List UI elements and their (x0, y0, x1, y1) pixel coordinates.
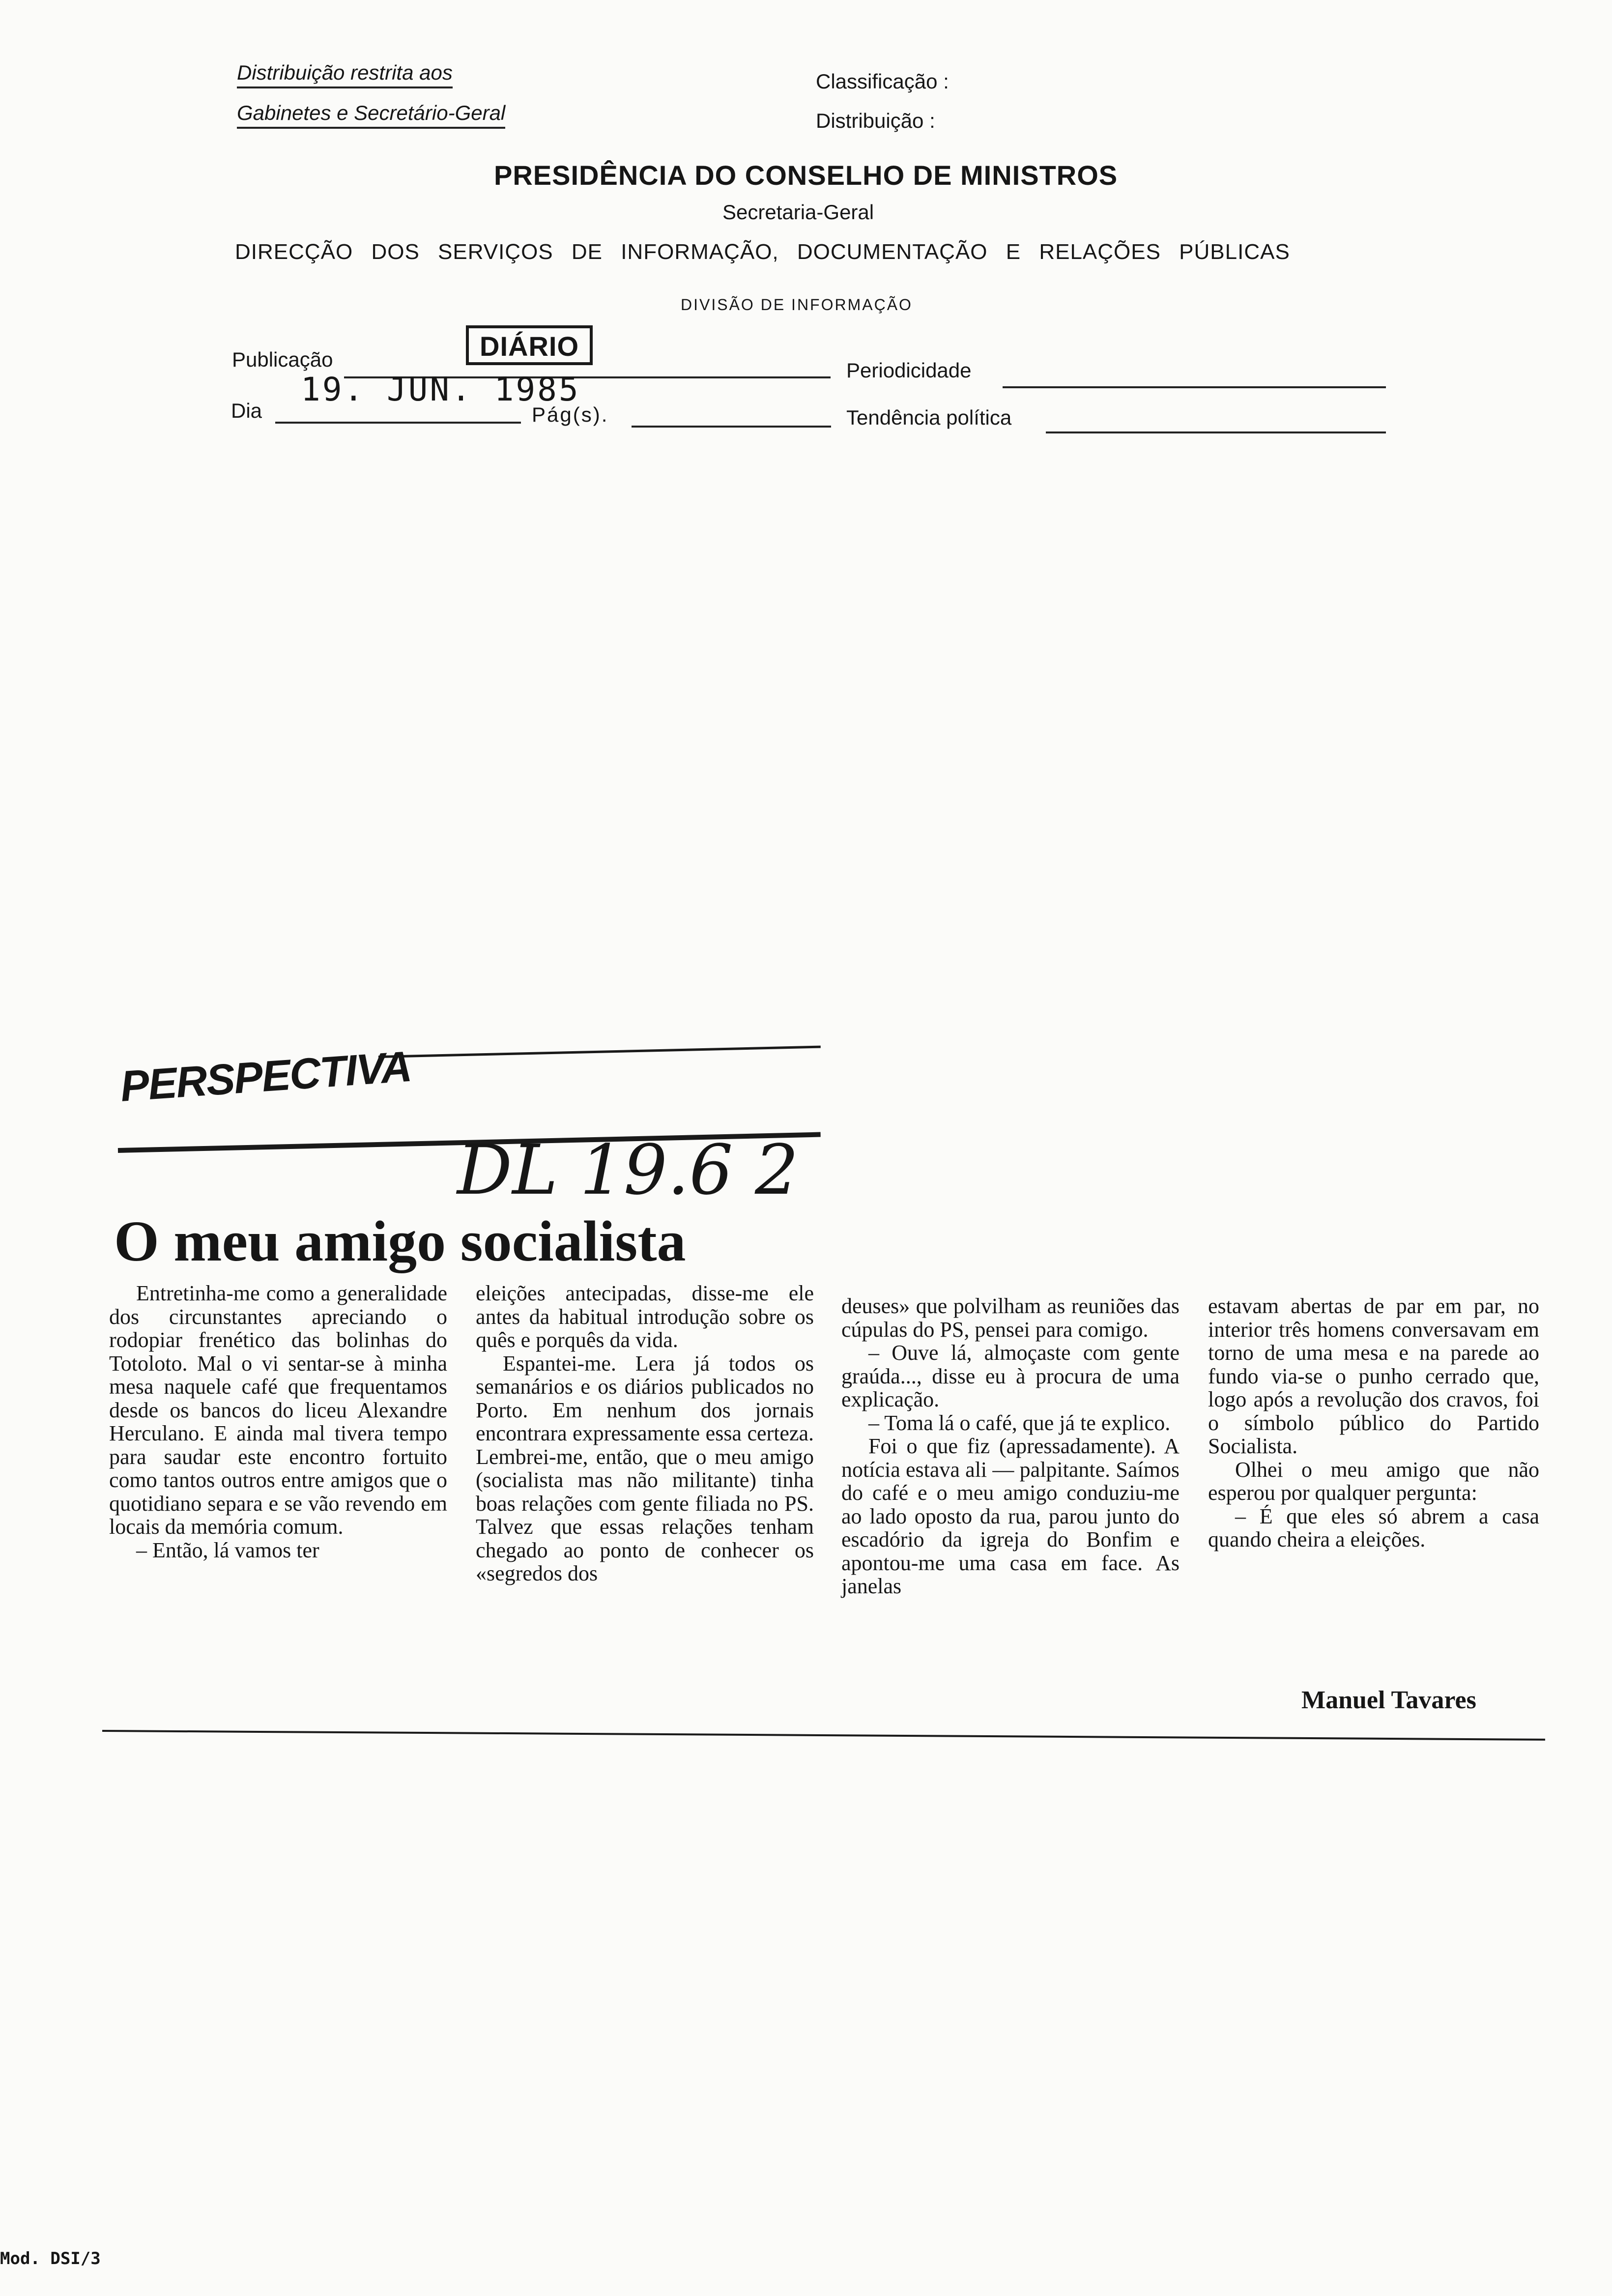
paragraph: – É que eles só abrem a casa quando cheira a eleições. (1208, 1504, 1539, 1552)
paragraph: Foi o que fiz (apressadamente). A notícia estava ali — palpitante. Saímos do café e o meu amigo conduziu-me ao lado oposto da rua, parou junto do escadório da igreja do Bonfim e apontou-me uma casa em face. As janelas (841, 1434, 1180, 1599)
article-column-2 (476, 1282, 814, 1585)
publication-label: Publicação (232, 348, 333, 371)
org-title: PRESIDÊNCIA DO CONSELHO DE MINISTROS (494, 160, 1118, 191)
handwritten-archive-note: DL 19.6 2 (457, 1130, 799, 1210)
article-title: O meu amigo socialista (114, 1209, 686, 1273)
section-title-perspectiva: PERSPECTIVA (118, 1041, 413, 1111)
org-subtitle: Secretaria-Geral (722, 201, 874, 224)
date-stamp: 19. JUN. 1985 (301, 371, 580, 408)
paragraph: Entretinha-me como a generalidade dos circunstantes apreciando o rodopiar frenético das bolinhas do Totoloto. Mal o vi sentar-se à minha mesa naquele café que frequentamos desde os bancos do liceu Alexandre Herculano. E ainda mal tivera tempo para saudar este encontro fortuito como tantos outros entre amigos que o quotidiano separa e se vão revendo em locais da memória comum. (109, 1281, 447, 1539)
paragraph: – Então, lá vamos ter (136, 1538, 319, 1562)
periodicity-field-line (1003, 386, 1386, 388)
article-bottom-rule (102, 1730, 1545, 1741)
pages-label: Pág(s). (532, 403, 609, 426)
distribution-label: Distribuição : (816, 109, 935, 132)
paragraph: – Ouve lá, almoçaste com gente graúda..., disse eu à procura de uma explicação. (841, 1341, 1180, 1412)
form-code: Mod. DSI/3 (0, 2249, 101, 2268)
article-column-1 (109, 1282, 447, 1562)
article-author: Manuel Tavares (1301, 1686, 1476, 1714)
section-rule-top (378, 1046, 821, 1058)
paragraph: – Toma lá o café, que já te explico. (868, 1410, 1171, 1435)
classification-label: Classificação : (816, 70, 949, 93)
paragraph: deuses» que polvilham as reuniões das cúpulas do PS, pensei para comigo. (841, 1294, 1180, 1342)
distribution-restricted-line2: Gabinetes e Secretário-Geral (237, 101, 505, 129)
article-column-4 (1208, 1294, 1539, 1551)
article-column-3 (841, 1294, 1180, 1598)
paragraph: Olhei o meu amigo que não esperou por qualquer pergunta: (1208, 1457, 1539, 1505)
paragraph: eleições antecipadas, disse-me ele antes da habitual introdução sobre os quês e porquês da vida. (476, 1281, 814, 1352)
publication-stamp: DIÁRIO (466, 325, 593, 365)
paragraph: Espantei-me. Lera já todos os semanários e os diários publicados no Porto. Em nenhum dos jornais encontrara expressamente essa certeza. Lembrei-me, então, que o meu amigo (socialista mas não militante) tinha boas relações com gente filiada no PS. Talvez que essas relações tenham chegado ao ponto de conhecer os «segredos dos (476, 1351, 814, 1586)
division-line: DIVISÃO DE INFORMAÇÃO (681, 296, 913, 314)
paragraph: estavam abertas de par em par, no interior três homens conversavam em torno de uma mesa e na parede ao fundo via-se o punho cerrado que, logo após a revolução dos cravos, foi o símbolo público do Partido Socialista. (1208, 1294, 1539, 1459)
distribution-restricted-line1: Distribuição restrita aos (237, 61, 453, 88)
political-tendency-field-line (1046, 431, 1386, 433)
political-tendency-label: Tendência política (846, 406, 1012, 429)
day-field-line (275, 422, 521, 424)
day-label: Dia (231, 399, 262, 422)
directorate-line: DIRECÇÃO DOS SERVIÇOS DE INFORMAÇÃO, DOCUMENTAÇÃO E RELAÇÕES PÚBLICAS (235, 240, 1290, 264)
periodicity-label: Periodicidade (846, 359, 972, 382)
pages-field-line (632, 426, 831, 428)
